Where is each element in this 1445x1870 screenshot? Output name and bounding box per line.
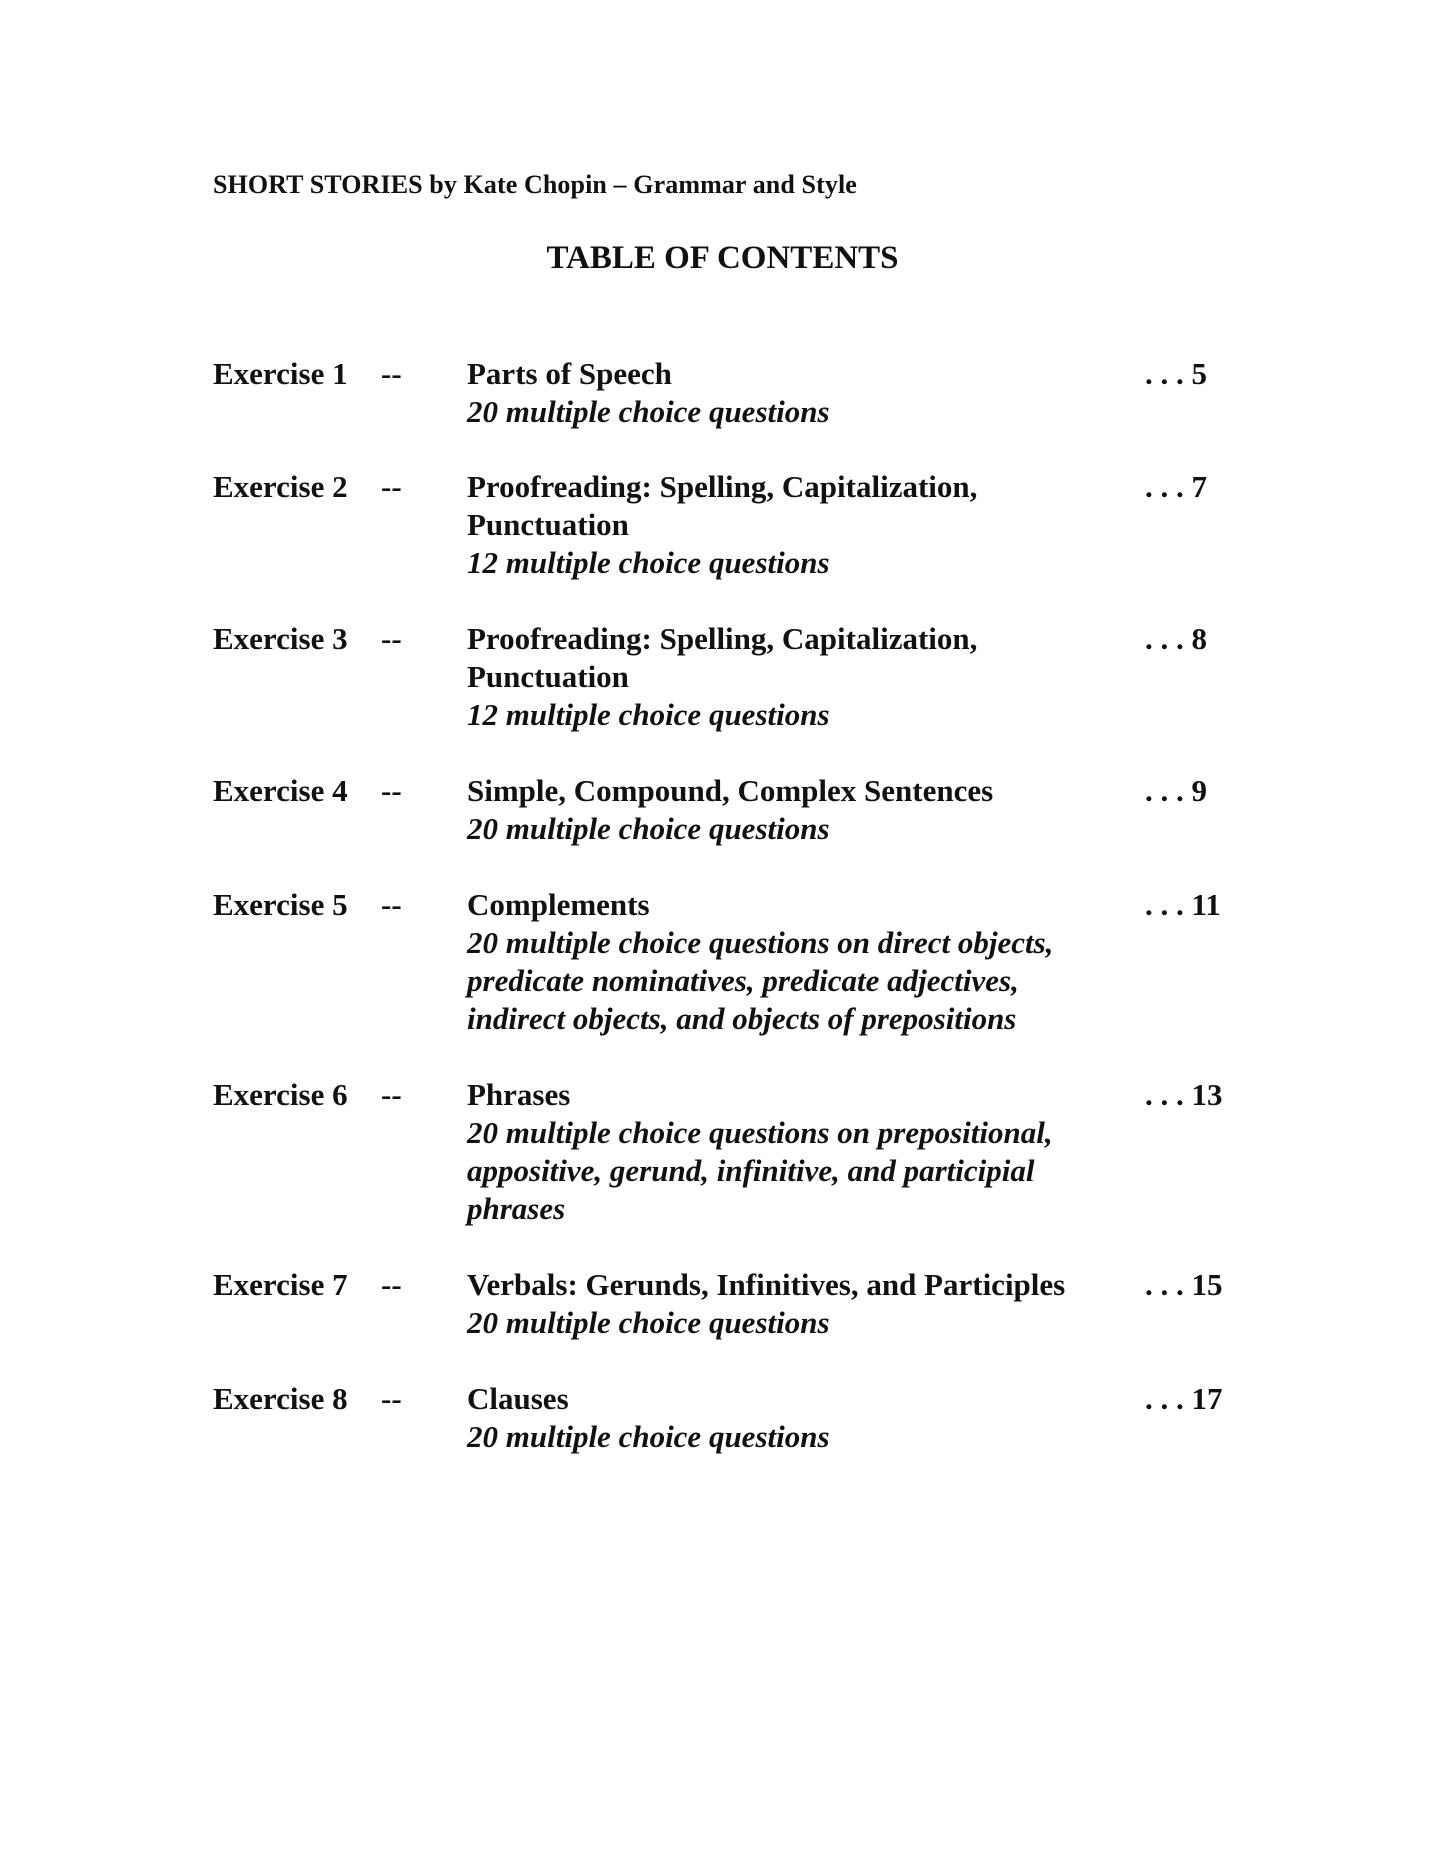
entry-body [467, 886, 1137, 1038]
toc-entry-5 [213, 886, 1263, 1038]
entry-separator: -- [381, 887, 402, 922]
entry-page: . . . 13 [1145, 1077, 1223, 1112]
entry-description: 20 multiple choice questions [467, 811, 830, 846]
entry-body [467, 1266, 1137, 1342]
entry-label: Exercise 2 [213, 469, 348, 504]
toc-entry-8 [213, 1380, 1263, 1456]
entry-description: 20 multiple choice questions on direct objects, predicate nominatives, predicate adjectives, indirect objects, and objects of prepositions [467, 925, 1054, 1036]
entry-label: Exercise 3 [213, 621, 348, 656]
entry-description: 20 multiple choice questions on prepositional, appositive, gerund, infinitive, and participial phrases [467, 1115, 1053, 1226]
entry-page: . . . 9 [1145, 773, 1207, 808]
entry-body [467, 355, 1137, 431]
entry-title: Complements [467, 887, 650, 922]
entry-body [467, 772, 1137, 848]
entry-body [467, 1380, 1137, 1456]
entry-description: 12 multiple choice questions [467, 545, 830, 580]
entry-label: Exercise 1 [213, 356, 348, 391]
entry-page: . . . 11 [1145, 887, 1221, 922]
entry-label: Exercise 5 [213, 887, 348, 922]
entry-page: . . . 8 [1145, 621, 1207, 656]
toc-entry-4 [213, 772, 1263, 848]
toc-entry-3 [213, 620, 1263, 734]
entry-separator: -- [381, 1267, 402, 1302]
document-header: SHORT STORIES by Kate Chopin – Grammar and Style [213, 170, 857, 199]
entry-body [467, 468, 1137, 582]
entry-separator: -- [381, 1381, 402, 1416]
entry-title: Parts of Speech [467, 356, 672, 391]
toc-entry-2 [213, 468, 1263, 582]
toc-title [0, 240, 1445, 277]
entry-body [467, 620, 1137, 734]
entry-separator: -- [381, 1077, 402, 1112]
entry-description: 20 multiple choice questions [467, 1305, 830, 1340]
entry-label: Exercise 8 [213, 1381, 348, 1416]
toc-entry-1 [213, 355, 1263, 431]
entry-description: 20 multiple choice questions [467, 1419, 830, 1454]
entry-title: Clauses [467, 1381, 569, 1416]
entry-title: Simple, Compound, Complex Sentences [467, 773, 994, 808]
entry-page: . . . 7 [1145, 469, 1207, 504]
entry-separator: -- [381, 621, 402, 656]
entry-page: . . . 5 [1145, 356, 1207, 391]
entry-body [467, 1076, 1137, 1228]
toc-entry-7 [213, 1266, 1263, 1342]
entry-description: 12 multiple choice questions [467, 697, 830, 732]
entry-title: Proofreading: Spelling, Capitalization, Punctuation [467, 469, 978, 542]
toc-title-text: TABLE OF CONTENTS [546, 240, 899, 276]
entry-description: 20 multiple choice questions [467, 394, 830, 429]
toc-entries [213, 355, 1263, 1494]
entry-title: Verbals: Gerunds, Infinitives, and Participles [467, 1267, 1066, 1302]
entry-separator: -- [381, 773, 402, 808]
entry-separator: -- [381, 469, 402, 504]
entry-title: Proofreading: Spelling, Capitalization, Punctuation [467, 621, 978, 694]
toc-entry-6 [213, 1076, 1263, 1228]
entry-label: Exercise 7 [213, 1267, 348, 1302]
entry-page: . . . 17 [1145, 1381, 1223, 1416]
entry-page: . . . 15 [1145, 1267, 1223, 1302]
entry-separator: -- [381, 356, 402, 391]
entry-label: Exercise 6 [213, 1077, 348, 1112]
entry-label: Exercise 4 [213, 773, 348, 808]
entry-title: Phrases [467, 1077, 571, 1112]
